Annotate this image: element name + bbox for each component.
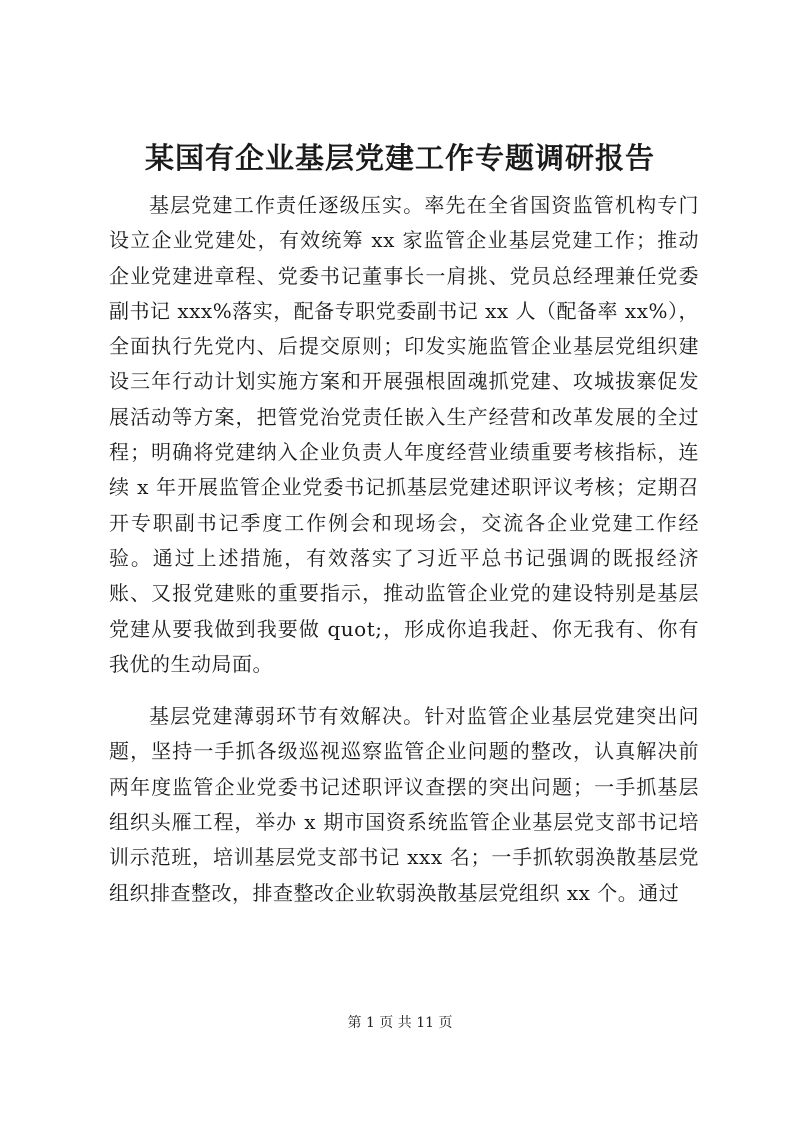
paragraph-1: 基层党建工作责任逐级压实。率先在全省国资监管机构专门设立企业党建处，有效统筹 xx 家监管企业基层党建工作；推动企业党建进章程、党委书记董事长一肩挑、党员总经理兼任党委副书记 xxx%落实，配备专职党委副书记 xx 人（配备率 xx%），全面执行先党内、后提交原则；印发实施监管企业基层党组织建设三年行动计划实施方案和开展强根固魂抓党建、攻城拔寨促发展活动等方案，把管党治党责任嵌入生产经营和改革发展的全过程；明确将党建纳入企业负责人年度经营业绩重要考核指标，连续 x 年开展监管企业党委书记抓基层党建述职评议考核；定期召开专职副书记季度工作例会和现场会，交流各企业党建工作经验。通过上述措施，有效落实了习近平总书记强调的既报经济账、又报党建账的重要指示，推动监管企业党的建设特别是基层党建从要我做到我要做 quot;，形成你追我赶、你无我有、你有我优的生动局面。	[109, 193, 699, 676]
document-body	[109, 188, 699, 911]
paragraph-2: 基层党建薄弱环节有效解决。针对监管企业基层党建突出问题，坚持一手抓各级巡视巡察监管企业问题的整改，认真解决前两年度监管企业党委书记述职评议查摆的突出问题；一手抓基层组织头雁工程，举办 x 期市国资系统监管企业基层党支部书记培训示范班，培训基层党支部书记 xxx 名；一手抓软弱涣散基层党组织排查整改，排查整改企业软弱涣散基层党组织 xx 个。通过	[109, 704, 699, 905]
page-footer: 第 1 页 共 11 页	[347, 1015, 453, 1031]
page-title: 某国有企业基层党建工作专题调研报告	[144, 141, 655, 175]
